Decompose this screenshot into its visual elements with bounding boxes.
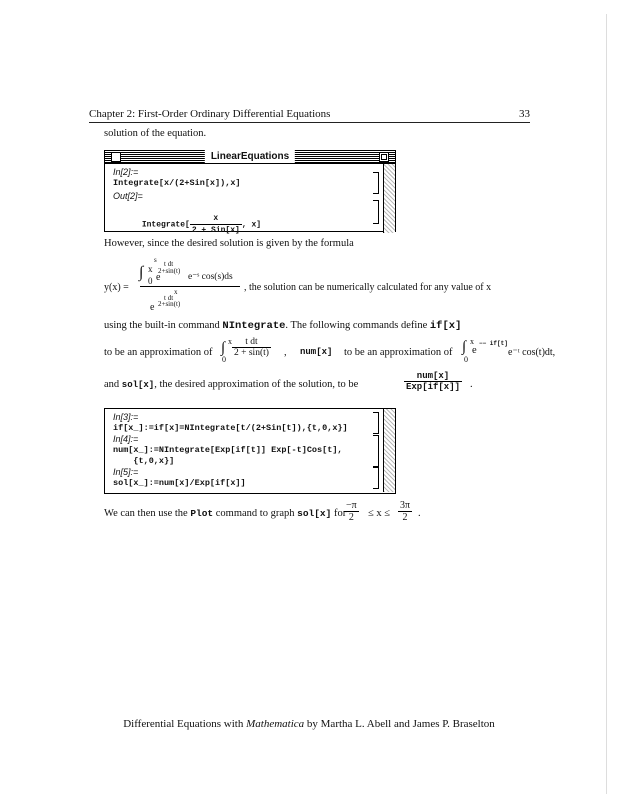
paragraph: solution of the equation. — [104, 128, 207, 139]
inline-code: sol[x] — [121, 380, 155, 390]
notebook-body[interactable] — [105, 409, 395, 492]
input-cell[interactable]: sol[x_]:=num[x]/Exp[if[x]] — [113, 478, 246, 488]
inline-code: sol[x] — [297, 508, 332, 519]
int-upper: x — [228, 337, 232, 346]
integral-sign: ∫ — [462, 339, 467, 355]
output-denominator: 2 + Sin[x] — [191, 226, 240, 235]
close-box-icon[interactable] — [111, 152, 121, 162]
formula-upper-limit: s — [154, 256, 157, 264]
exp-inner-num: t dt — [164, 260, 174, 268]
inline-code: num[x] — [300, 347, 333, 357]
den-base: e — [150, 302, 155, 313]
integral-sign: ∫ — [139, 264, 144, 281]
fraction-upper-bound — [398, 500, 412, 523]
denominator: 2 — [402, 512, 408, 523]
numerator: 3π — [400, 500, 411, 511]
cell-bracket[interactable] — [373, 412, 379, 434]
output-label: Out[2]= — [113, 191, 143, 201]
paragraph — [104, 337, 556, 371]
footer-text: Differential Equations with — [123, 718, 247, 730]
footer-book-title: Mathematica — [246, 718, 305, 730]
cell-bracket[interactable] — [373, 435, 379, 467]
text: . The following commands define — [285, 320, 430, 331]
exponent: −− if[t] — [479, 340, 508, 347]
inline-code: if[x] — [429, 320, 462, 332]
notebook-window-linear-equations[interactable] — [104, 150, 396, 235]
input-cell[interactable]: num[x_]:=NIntegrate[Exp[if[t]] Exp[-t]Cos[t], {t,0,x}] — [113, 445, 343, 466]
den-upper: x — [174, 288, 178, 296]
numerator: t dt — [232, 337, 271, 348]
fraction-bar — [140, 286, 240, 287]
solution-formula — [104, 256, 524, 316]
denominator: 2 + sin(t) — [234, 348, 269, 358]
inline-fraction — [232, 337, 271, 358]
numerator: num[x] — [404, 371, 462, 382]
vertical-scrollbar[interactable] — [383, 164, 395, 233]
output-numerator: x — [190, 213, 242, 225]
notebook-window-definitions[interactable] — [104, 408, 396, 494]
paragraph — [104, 320, 461, 332]
text: to be an approximation of — [344, 347, 453, 358]
text-fragment: command to graph — [213, 508, 298, 519]
inequality: ≤ x ≤ — [368, 508, 391, 519]
output-fraction — [190, 213, 242, 236]
input-label: In[3]:= — [113, 412, 139, 422]
cell-bracket[interactable] — [373, 467, 379, 489]
fraction-lower-bound — [344, 500, 359, 523]
page-footer — [0, 718, 618, 730]
window-title: LinearEquations — [205, 150, 295, 163]
text: e⁻ᵗ cos(t)dt, — [508, 347, 556, 358]
output-suffix: , x] — [241, 220, 262, 230]
text-fragment: and — [104, 379, 122, 390]
numerator: −π — [346, 500, 357, 511]
den-inner-den: 2+sin(t) — [158, 300, 181, 308]
exp-base: e — [156, 272, 161, 283]
input-label: In[4]:= — [113, 434, 139, 444]
exp-base: e — [472, 345, 477, 356]
text — [104, 508, 346, 519]
integral-sign: ∫ — [221, 340, 226, 356]
inline-fraction — [404, 371, 462, 392]
formula-lhs: y(x) = — [104, 282, 129, 293]
page-edge-rule — [606, 14, 607, 794]
output-prefix: Integrate[ — [141, 220, 190, 230]
den-inner-num: t dt — [164, 294, 174, 302]
denominator: 2 — [348, 512, 354, 523]
text: . — [418, 508, 421, 519]
zoom-box-icon[interactable] — [379, 152, 389, 162]
text: using the built-in command — [104, 320, 223, 331]
int-lower: 0 — [222, 355, 226, 364]
vertical-scrollbar[interactable] — [383, 409, 395, 492]
notebook-body[interactable] — [105, 164, 395, 233]
int-upper: x — [148, 264, 153, 274]
chapter-title: Chapter 2: First-Order Ordinary Differential Equations — [89, 108, 331, 120]
text: to be an approximation of — [104, 347, 213, 358]
cell-bracket[interactable] — [373, 200, 379, 224]
input-label: In[2]:= — [113, 167, 139, 177]
footer-text: by Martha L. Abell and James P. Braselton — [304, 718, 495, 730]
text: . — [470, 379, 473, 390]
int-upper: x — [470, 337, 474, 346]
int-lower: 0 — [464, 355, 468, 364]
running-header — [89, 108, 530, 123]
paragraph — [104, 498, 524, 528]
input-cell[interactable]: if[x_]:=if[x]=NIntegrate[t/(2+Sin[t]),{t,0,x}] — [113, 423, 348, 433]
text-fragment: , the desired approximation of the solution, to be — [154, 379, 359, 390]
paragraph: However, since the desired solution is given by the formula — [104, 238, 354, 249]
text-fragment: We can then use the — [104, 508, 191, 519]
denominator: Exp[if[x]] — [406, 382, 461, 392]
cell-bracket[interactable] — [373, 172, 379, 194]
formula-tail: , the solution can be numerically calculated for any value of x — [244, 282, 492, 293]
text — [104, 379, 358, 390]
inline-code: NIntegrate — [222, 320, 286, 332]
text: , — [284, 347, 287, 358]
input-cell[interactable]: Integrate[x/(2+Sin[x]),x] — [113, 178, 241, 188]
integrand: e⁻ˢ cos(s)ds — [188, 272, 233, 282]
inline-code: Plot — [190, 508, 214, 519]
page-number: 33 — [519, 108, 530, 120]
window-titlebar[interactable] — [105, 151, 395, 164]
exp-inner-den: 2+sin(t) — [158, 267, 181, 275]
int-lower: 0 — [148, 276, 153, 286]
input-label: In[5]:= — [113, 467, 139, 477]
text-fragment: for — [331, 508, 347, 519]
paragraph — [104, 371, 524, 401]
